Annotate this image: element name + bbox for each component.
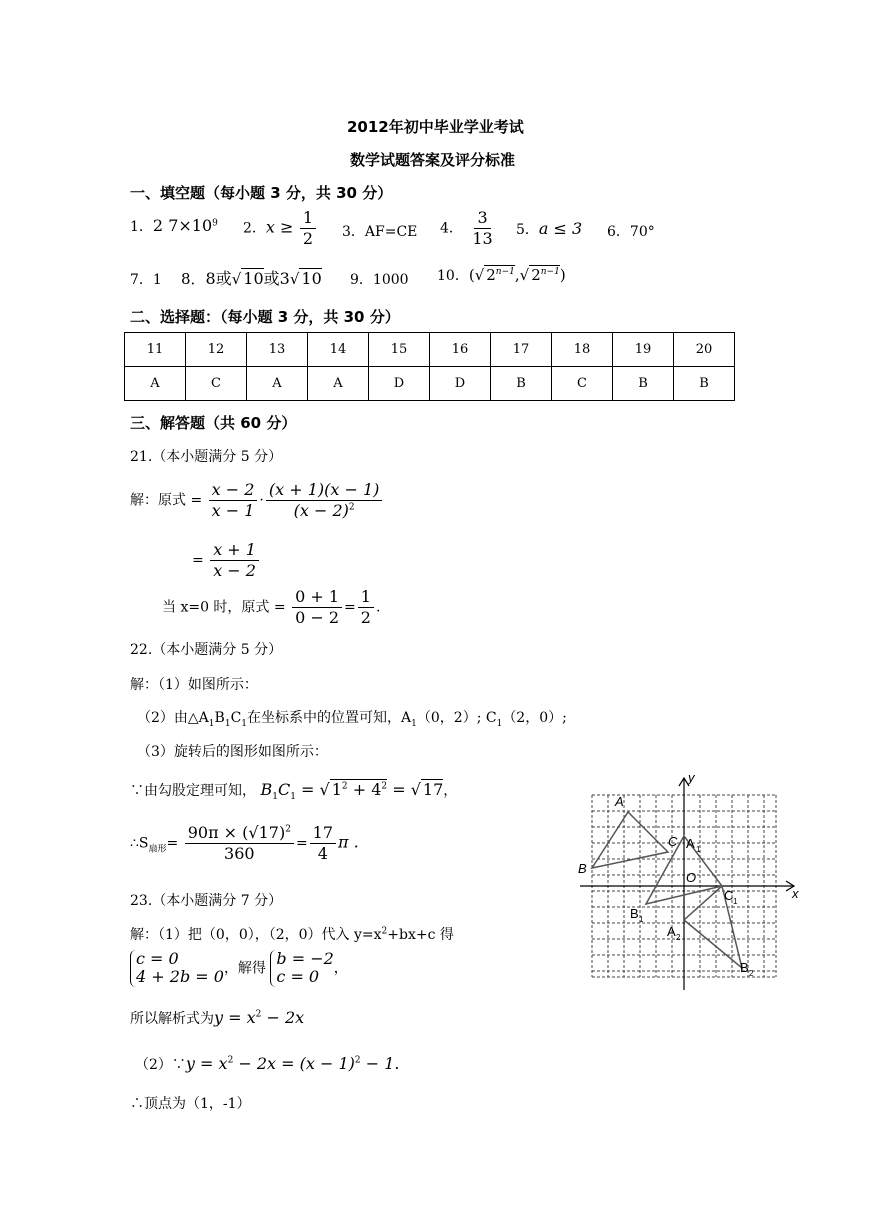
- q22-l4-h: 2: [381, 781, 388, 792]
- q22-line-3: （3）旋转后的图形如图所示：: [137, 744, 328, 760]
- q23-l3-c: − 2x: [261, 1008, 305, 1027]
- q1-number: 1．: [130, 219, 153, 235]
- table-cell-number: 16: [430, 333, 491, 367]
- q22-l4-c: C: [277, 780, 291, 799]
- q22-line-1: 解：（1）如图所示：: [130, 677, 258, 693]
- q22-l4-s2: 1: [290, 792, 296, 803]
- q21-f4-den: 0 − 2: [295, 608, 340, 627]
- table-cell-answer: C: [552, 367, 613, 401]
- q22-l4-g: + 4: [347, 780, 382, 799]
- q21-equals-2: =: [344, 599, 356, 616]
- q22-l2-d: 在坐标系中的位置可知，A: [247, 710, 412, 726]
- q23-l4-d: − 1.: [360, 1054, 400, 1073]
- q1-exponent: 9: [212, 218, 218, 229]
- q8-radicand-2: 10: [301, 269, 322, 288]
- q22-l4-b: B: [260, 780, 273, 799]
- q23-l1-sup: 2: [381, 926, 388, 937]
- q21-fraction-5: [358, 587, 374, 628]
- q10-number: 10．: [437, 268, 469, 284]
- label-C1: C: [724, 888, 734, 903]
- triangles: [592, 812, 742, 968]
- q10-open-paren: (: [468, 266, 475, 284]
- label-A2: A: [667, 924, 676, 939]
- q4-fraction: [469, 208, 495, 249]
- q22-l2-a: （2）由△A: [137, 710, 209, 726]
- q8-radicand-1: 10: [243, 269, 264, 288]
- coordinate-grid-figure: [572, 770, 804, 995]
- q10-base-1: 2: [486, 266, 496, 284]
- q22-l4-f: 2: [341, 781, 348, 792]
- table-cell-answer: C: [186, 367, 247, 401]
- q23-heading: 23.（本小题满分 7 分）: [130, 893, 283, 909]
- label-B: B: [578, 861, 587, 876]
- q8-part-c: 或3: [263, 269, 290, 288]
- q23-l4-c: − 2x = (x − 1): [233, 1054, 355, 1073]
- q23-end: ，: [333, 960, 348, 977]
- q21-fraction-2: [266, 480, 383, 521]
- q22-l2-s2: 1: [224, 718, 231, 729]
- q23-system-1: [130, 950, 224, 987]
- section-heading-fill: 一、填空题（每小题 3 分，共 30 分）: [130, 184, 393, 202]
- q21-line-3: [162, 587, 380, 628]
- q23-s2-a: b = −2: [276, 949, 334, 968]
- label-B2-sub: 2: [749, 969, 754, 978]
- section-heading-solutions: 三、解答题（共 60 分）: [130, 414, 297, 432]
- q22-l4-j: 17: [422, 780, 444, 799]
- q21-line-2: [192, 540, 261, 581]
- q23-system-2: [270, 950, 333, 987]
- q21-f4-num: 0 + 1: [292, 587, 342, 608]
- q22-line-2: [137, 707, 567, 729]
- q21-f2-num: (x + 1)(x − 1): [266, 480, 383, 501]
- q21-f3-num: x + 1: [210, 540, 259, 561]
- q21-f1-den: x − 1: [211, 501, 255, 520]
- q21-line-1: [130, 480, 384, 521]
- q9-answer: 9．1000: [350, 272, 409, 288]
- q21-dot: ·: [259, 492, 264, 509]
- q21-f3-den: x − 2: [213, 561, 256, 580]
- q10-close-paren: ): [559, 266, 566, 284]
- q10-exp-1: n−1: [495, 267, 515, 277]
- section-heading-choice: 二、选择题：（每小题 3 分，共 30 分）: [130, 308, 400, 326]
- q10-base-2: 2: [531, 266, 541, 284]
- q22-l5-a: ∴S: [130, 835, 149, 852]
- q22-l5-b: =: [166, 835, 179, 852]
- q23-line-5: ∴顶点为（1，-1）: [130, 1096, 251, 1112]
- q22-result-fraction: [310, 823, 336, 864]
- q22-l5-e: π .: [338, 832, 359, 852]
- q5: [516, 219, 582, 239]
- q3-answer: 3．AF=CE: [342, 224, 418, 240]
- table-row-numbers: [125, 333, 735, 367]
- q21-jie: 解：原式 =: [130, 492, 203, 509]
- q22-line-4: ∵由勾股定理可知， $B_1C_1$ = √ $1^2 + 4^2$ = √ 17，: [130, 780, 458, 803]
- q23-mid: ，解得: [223, 960, 266, 977]
- q23-l1-b: +bx+c 得: [387, 927, 454, 943]
- table-cell-answer: B: [674, 367, 735, 401]
- q23-l4-a: （2）∵: [135, 1057, 186, 1073]
- q22-sector-fraction: [185, 823, 294, 864]
- q22-l2-s3: 1: [241, 718, 248, 729]
- table-cell-answer: A: [125, 367, 186, 401]
- q22-l4-k: ，: [443, 783, 458, 799]
- q23-line-1: [130, 924, 454, 944]
- q22-l2-e: （0，2）; C: [416, 710, 497, 726]
- q2-fraction: [300, 208, 316, 249]
- q22-l4-a: ∵由勾股定理可知，: [130, 783, 256, 799]
- q21-heading: 21.（本小题满分 5 分）: [130, 449, 283, 465]
- q23-s1-b: 4 + 2b = 0: [136, 967, 224, 987]
- q10: 10．(√ $2^{n-1},√$ $2^{n-1}$): [437, 266, 566, 284]
- q23-l4-b: y = x: [185, 1054, 228, 1073]
- q21-when: 当 x=0 时，原式 =: [162, 599, 286, 616]
- q23-line-4: [135, 1054, 400, 1074]
- q22-l2-f: （2，0）;: [502, 710, 567, 726]
- choice-answer-table: [124, 332, 735, 401]
- q21-f1-num: x − 2: [209, 480, 258, 501]
- q22-l5-den: 360: [224, 844, 255, 863]
- q21-fraction-3: [210, 540, 259, 581]
- table-cell-number: 14: [308, 333, 369, 367]
- label-B2: B: [740, 960, 749, 975]
- q22-line-5: [130, 823, 359, 864]
- q22-l5-den2: 4: [317, 844, 328, 863]
- q6-answer: 6．70°: [607, 224, 655, 240]
- q22-l2-s4: 1: [411, 718, 417, 729]
- q21-f5-den: 2: [360, 608, 371, 627]
- label-x-axis: x: [792, 886, 799, 901]
- label-C1-sub: 1: [733, 897, 738, 906]
- page-subtitle: 数学试题答案及评分标准: [350, 151, 516, 169]
- q8: 8．8或√ 10或3√ 10: [181, 269, 322, 288]
- q22-l2-b: B: [214, 710, 225, 726]
- q21-fraction-1: [209, 480, 258, 521]
- label-C: C: [668, 834, 678, 849]
- table-cell-number: 13: [247, 333, 308, 367]
- q2-denominator: 2: [302, 229, 314, 248]
- label-B1-sub: 1: [639, 915, 644, 924]
- q23-l4-s1: 2: [227, 1055, 234, 1066]
- table-cell-number: 11: [125, 333, 186, 367]
- q4: [440, 208, 498, 249]
- q5-number: 5．: [516, 222, 539, 238]
- table-cell-answer: A: [308, 367, 369, 401]
- q23-s2-b: c = 0: [276, 967, 320, 987]
- q23-l3-b: y = x: [214, 1008, 256, 1027]
- q23-l4-s2: 2: [354, 1055, 361, 1066]
- q4-denominator: 13: [472, 229, 493, 248]
- table-cell-number: 19: [613, 333, 674, 367]
- q10-exp-2: n−1: [540, 267, 560, 277]
- table-cell-answer: D: [430, 367, 491, 401]
- q2-lhs: x ≥: [265, 217, 294, 237]
- label-y-axis: y: [688, 770, 695, 785]
- label-A2-sub: 2: [676, 933, 681, 942]
- q21-f2-den: (x − 2): [293, 501, 349, 520]
- q21-equals: =: [192, 552, 204, 569]
- label-A: A: [615, 794, 624, 809]
- table-cell-answer: B: [613, 367, 674, 401]
- q22-l5-c: =: [295, 835, 308, 852]
- q22-l2-s1: 1: [208, 718, 215, 729]
- label-A1-sub: 1: [696, 845, 701, 854]
- q22-heading: 22.（本小题满分 5 分）: [130, 642, 283, 658]
- q4-numerator: 3: [474, 208, 490, 229]
- page-title: 2012年初中毕业学业考试: [347, 118, 524, 136]
- q22-l2-c: C: [230, 710, 242, 726]
- label-origin: O: [686, 870, 697, 885]
- q23-l3-sup: 2: [255, 1009, 262, 1020]
- table-cell-number: 20: [674, 333, 735, 367]
- label-A1: A: [686, 836, 695, 851]
- table-cell-number: 17: [491, 333, 552, 367]
- q21-f2-sup: 2: [348, 502, 355, 513]
- q8-part-a: 8或: [205, 269, 232, 288]
- table-row-answers: [125, 367, 735, 401]
- q21-fraction-4: [292, 587, 342, 628]
- q22-l4-e: 1: [331, 780, 342, 799]
- q23-line-2: [130, 950, 348, 987]
- q2-numerator: 1: [300, 208, 316, 229]
- q22-l4-i: =: [387, 780, 411, 799]
- q4-number: 4．: [440, 220, 463, 237]
- q1-answer: 2 7×10: [152, 216, 213, 235]
- q21-period: .: [375, 599, 381, 616]
- q10-comma: ,: [514, 266, 520, 284]
- q5-answer: a ≤ 3: [538, 219, 583, 238]
- q22-l5-num2: 17: [310, 823, 336, 844]
- label-B1: B: [630, 906, 639, 921]
- table-cell-number: 15: [369, 333, 430, 367]
- q22-l2-s5: 1: [496, 718, 503, 729]
- q23-l1-a: 解：（1）把（0，0），（2，0）代入 y=x: [130, 927, 382, 943]
- q7-answer: 7．1: [130, 272, 162, 288]
- table-cell-answer: A: [247, 367, 308, 401]
- q8-number: 8．: [181, 270, 206, 288]
- q22-l5-num: 90π × (√17): [187, 823, 286, 842]
- q22-l4-s1: 1: [272, 792, 278, 803]
- fill-answers-row-1: [130, 216, 218, 236]
- q2-number: 2．: [243, 220, 266, 237]
- table-cell-answer: B: [491, 367, 552, 401]
- q22-l5-sub: 扇形: [148, 844, 167, 855]
- q23-s1-a: c = 0: [136, 949, 179, 968]
- table-cell-answer: D: [369, 367, 430, 401]
- table-cell-number: 12: [186, 333, 247, 367]
- table-cell-number: 18: [552, 333, 613, 367]
- q21-f5-num: 1: [358, 587, 374, 608]
- q23-line-3: [130, 1008, 304, 1028]
- q22-l4-d: =: [295, 780, 320, 799]
- q23-l3-a: 所以解析式为: [130, 1011, 214, 1027]
- q22-l5-num-sup: 2: [285, 824, 291, 835]
- q2: [243, 208, 318, 249]
